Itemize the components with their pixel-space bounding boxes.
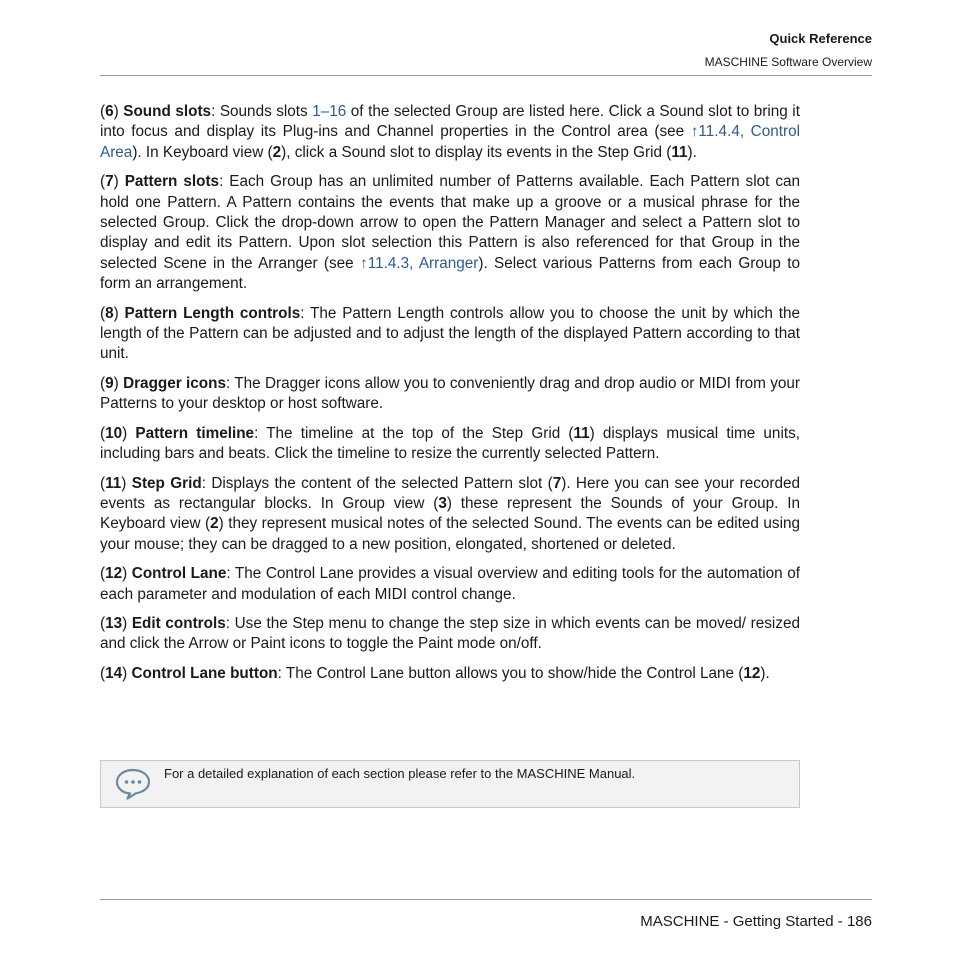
item-text: : The timeline at the top of the Step Grid ( (254, 424, 574, 442)
reference-item: (8) Pattern Length controls: The Pattern Length controls allow you to choose the unit by which the length of the Pattern can be adjusted and to adjust the length of the displayed Pattern according to that unit. (100, 304, 800, 363)
cross-reference-link[interactable]: 1–16 (312, 103, 347, 120)
speech-bubble-icon (114, 767, 152, 801)
item-text: ) they represent musical notes of the selected Sound. The events can be edited using your mouse; they can be dragged to a new position, elongated, shortened or deleted. (100, 515, 800, 553)
item-text: : The Control Lane button allows you to show/hide the Control Lane ( (277, 664, 744, 682)
note-box (100, 760, 800, 808)
item-number: 9 (105, 374, 114, 392)
item-term: Step Grid (131, 474, 202, 492)
item-term: Dragger icons (123, 374, 227, 392)
item-text: ) these represent the Sounds of your Group. In Keyboard view ( (100, 494, 800, 533)
reference-item: (9) Dragger icons: The Dragger icons allow you to conveniently drag and drop audio or MIDI from your Patterns to your desktop or host software. (100, 374, 801, 413)
reference-item: (6) Sound slots: Sounds slots 1–16 of the selected Group are listed here. Click a Sound slot to bring it into focus and display its Plug-ins and Channel properties in the Control area (see ↑11.4.4, Control Area). In Keyboard view (2), click a Sound slot to display its events in the Step Grid (11). (100, 103, 800, 161)
item-reference-number: 7 (552, 474, 562, 492)
item-term: Edit controls (131, 614, 226, 632)
item-text: ). (687, 143, 697, 161)
item-text: : Sounds slots (211, 103, 313, 120)
item-text: ), click a Sound slot to display its events in the Step Grid ( (281, 143, 672, 161)
item-number: 7 (105, 173, 114, 191)
item-text: : Displays the content of the selected Pattern slot ( (201, 474, 553, 492)
header-divider (100, 75, 872, 76)
item-text: : Each Group has an unlimited number of Patterns available. Each Pattern slot can hold one Pattern. A Pattern contains the events that make up a groove or a musical phrase for the selected Group. Click the drop-down arrow to open the Pattern Manager and select a Pattern slot to display and edit its Pattern. Upon slot selection this Pattern is also referenced for that Group in the selected Scene in the Arranger (see (100, 173, 800, 272)
item-term: Pattern slots (124, 173, 220, 191)
reference-item: (12) Control Lane: The Control Lane provides a visual overview and editing tools for the automation of each parameter and modulation of each MIDI control change. (100, 565, 800, 603)
item-number: 13 (105, 614, 123, 632)
header-subsection-title: MASCHINE Software Overview (704, 55, 872, 69)
item-number: 12 (105, 565, 123, 583)
item-term: Pattern Length controls (124, 304, 301, 322)
note-text: For a detailed explanation of each section please refer to the MASCHINE Manual. (164, 766, 636, 781)
item-reference-number: 11 (573, 424, 590, 442)
item-reference-number: 12 (743, 664, 761, 682)
item-text: ). In Keyboard view ( (132, 143, 273, 161)
item-text: : The Control Lane provides a visual overview and editing tools for the automation of each parameter and modulation of each MIDI control change. (100, 565, 800, 603)
item-reference-number: 2 (210, 515, 219, 533)
item-text: : Use the Step menu to change the step size in which events can be moved/ resized and click the Arrow or Paint icons to toggle the Paint mode on/off. (100, 614, 800, 653)
item-text: : The Pattern Length controls allow you to choose the unit by which the length of the Pattern can be adjusted and to adjust the length of the displayed Pattern according to that unit. (100, 304, 800, 363)
item-reference-number: 11 (671, 143, 688, 161)
cross-reference-link[interactable]: ↑11.4.4, Control Area (100, 123, 800, 161)
item-number: 6 (105, 103, 114, 120)
item-number: 14 (105, 664, 123, 682)
item-text: of the selected Group are listed here. Click a Sound slot to bring it into focus and display its Plug-ins and Channel properties in the Control area (see (100, 103, 800, 141)
reference-item: (14) Control Lane button: The Control Lane button allows you to show/hide the Control Lane (12). (100, 664, 770, 682)
item-number: 11 (105, 474, 122, 492)
item-text: ). Here you can see your recorded events as rectangular blocks. In Group view ( (100, 474, 801, 512)
item-reference-number: 2 (272, 143, 282, 161)
footer-divider (100, 899, 872, 900)
reference-list (100, 102, 800, 693)
item-term: Control Lane button (131, 664, 278, 682)
item-term: Control Lane (131, 565, 227, 583)
item-term: Pattern timeline (135, 424, 255, 442)
item-reference-number: 3 (438, 494, 447, 512)
page-footer: MASCHINE - Getting Started - 186 (640, 913, 872, 930)
item-text: ). (760, 664, 770, 682)
page-header (705, 31, 872, 70)
item-text: ). Select various Patterns from each Group to form an arrangement. (100, 254, 800, 293)
reference-item: (13) Edit controls: Use the Step menu to change the step size in which events can be moved/ resized and click the Arrow or Paint icons to toggle the Paint mode on/off. (100, 614, 800, 653)
item-term: Sound slots (123, 103, 212, 120)
item-number: 10 (105, 424, 123, 442)
cross-reference-link[interactable]: ↑11.4.3, Arranger (360, 254, 479, 272)
reference-item: (10) Pattern timeline: The timeline at the top of the Step Grid (11) displays musical time units, including bars and beats. Click the timeline to resize the currently selected Pattern. (100, 424, 800, 463)
reference-item: (11) Step Grid: Displays the content of the selected Pattern slot (7). Here you can see your recorded events as rectangular blocks. In Group view (3) these represent the Sounds of your Group. In Keyboard view (2) they represent musical notes of the selected Sound. The events can be edited using your mouse; they can be dragged to a new position, elongated, shortened or deleted. (100, 474, 801, 553)
item-text: ) displays musical time units, including bars and beats. Click the timeline to resize the currently selected Pattern. (100, 424, 800, 463)
item-text: : The Dragger icons allow you to conveniently drag and drop audio or MIDI from your Patterns to your desktop or host software. (100, 374, 801, 413)
header-section-title: Quick Reference (769, 31, 872, 46)
reference-item: (7) Pattern slots: Each Group has an unlimited number of Patterns available. Each Pattern slot can hold one Pattern. A Pattern contains the events that make up a groove or a musical phrase for the selected Group. Click the drop-down arrow to open the Pattern Manager and select a Pattern slot to display and edit its Pattern. Upon slot selection this Pattern is also referenced for that Group in the selected Scene in the Arranger (see ↑11.4.3, Arranger). Select various Patterns from each Group to form an arrangement. (100, 173, 800, 293)
item-number: 8 (105, 304, 114, 322)
